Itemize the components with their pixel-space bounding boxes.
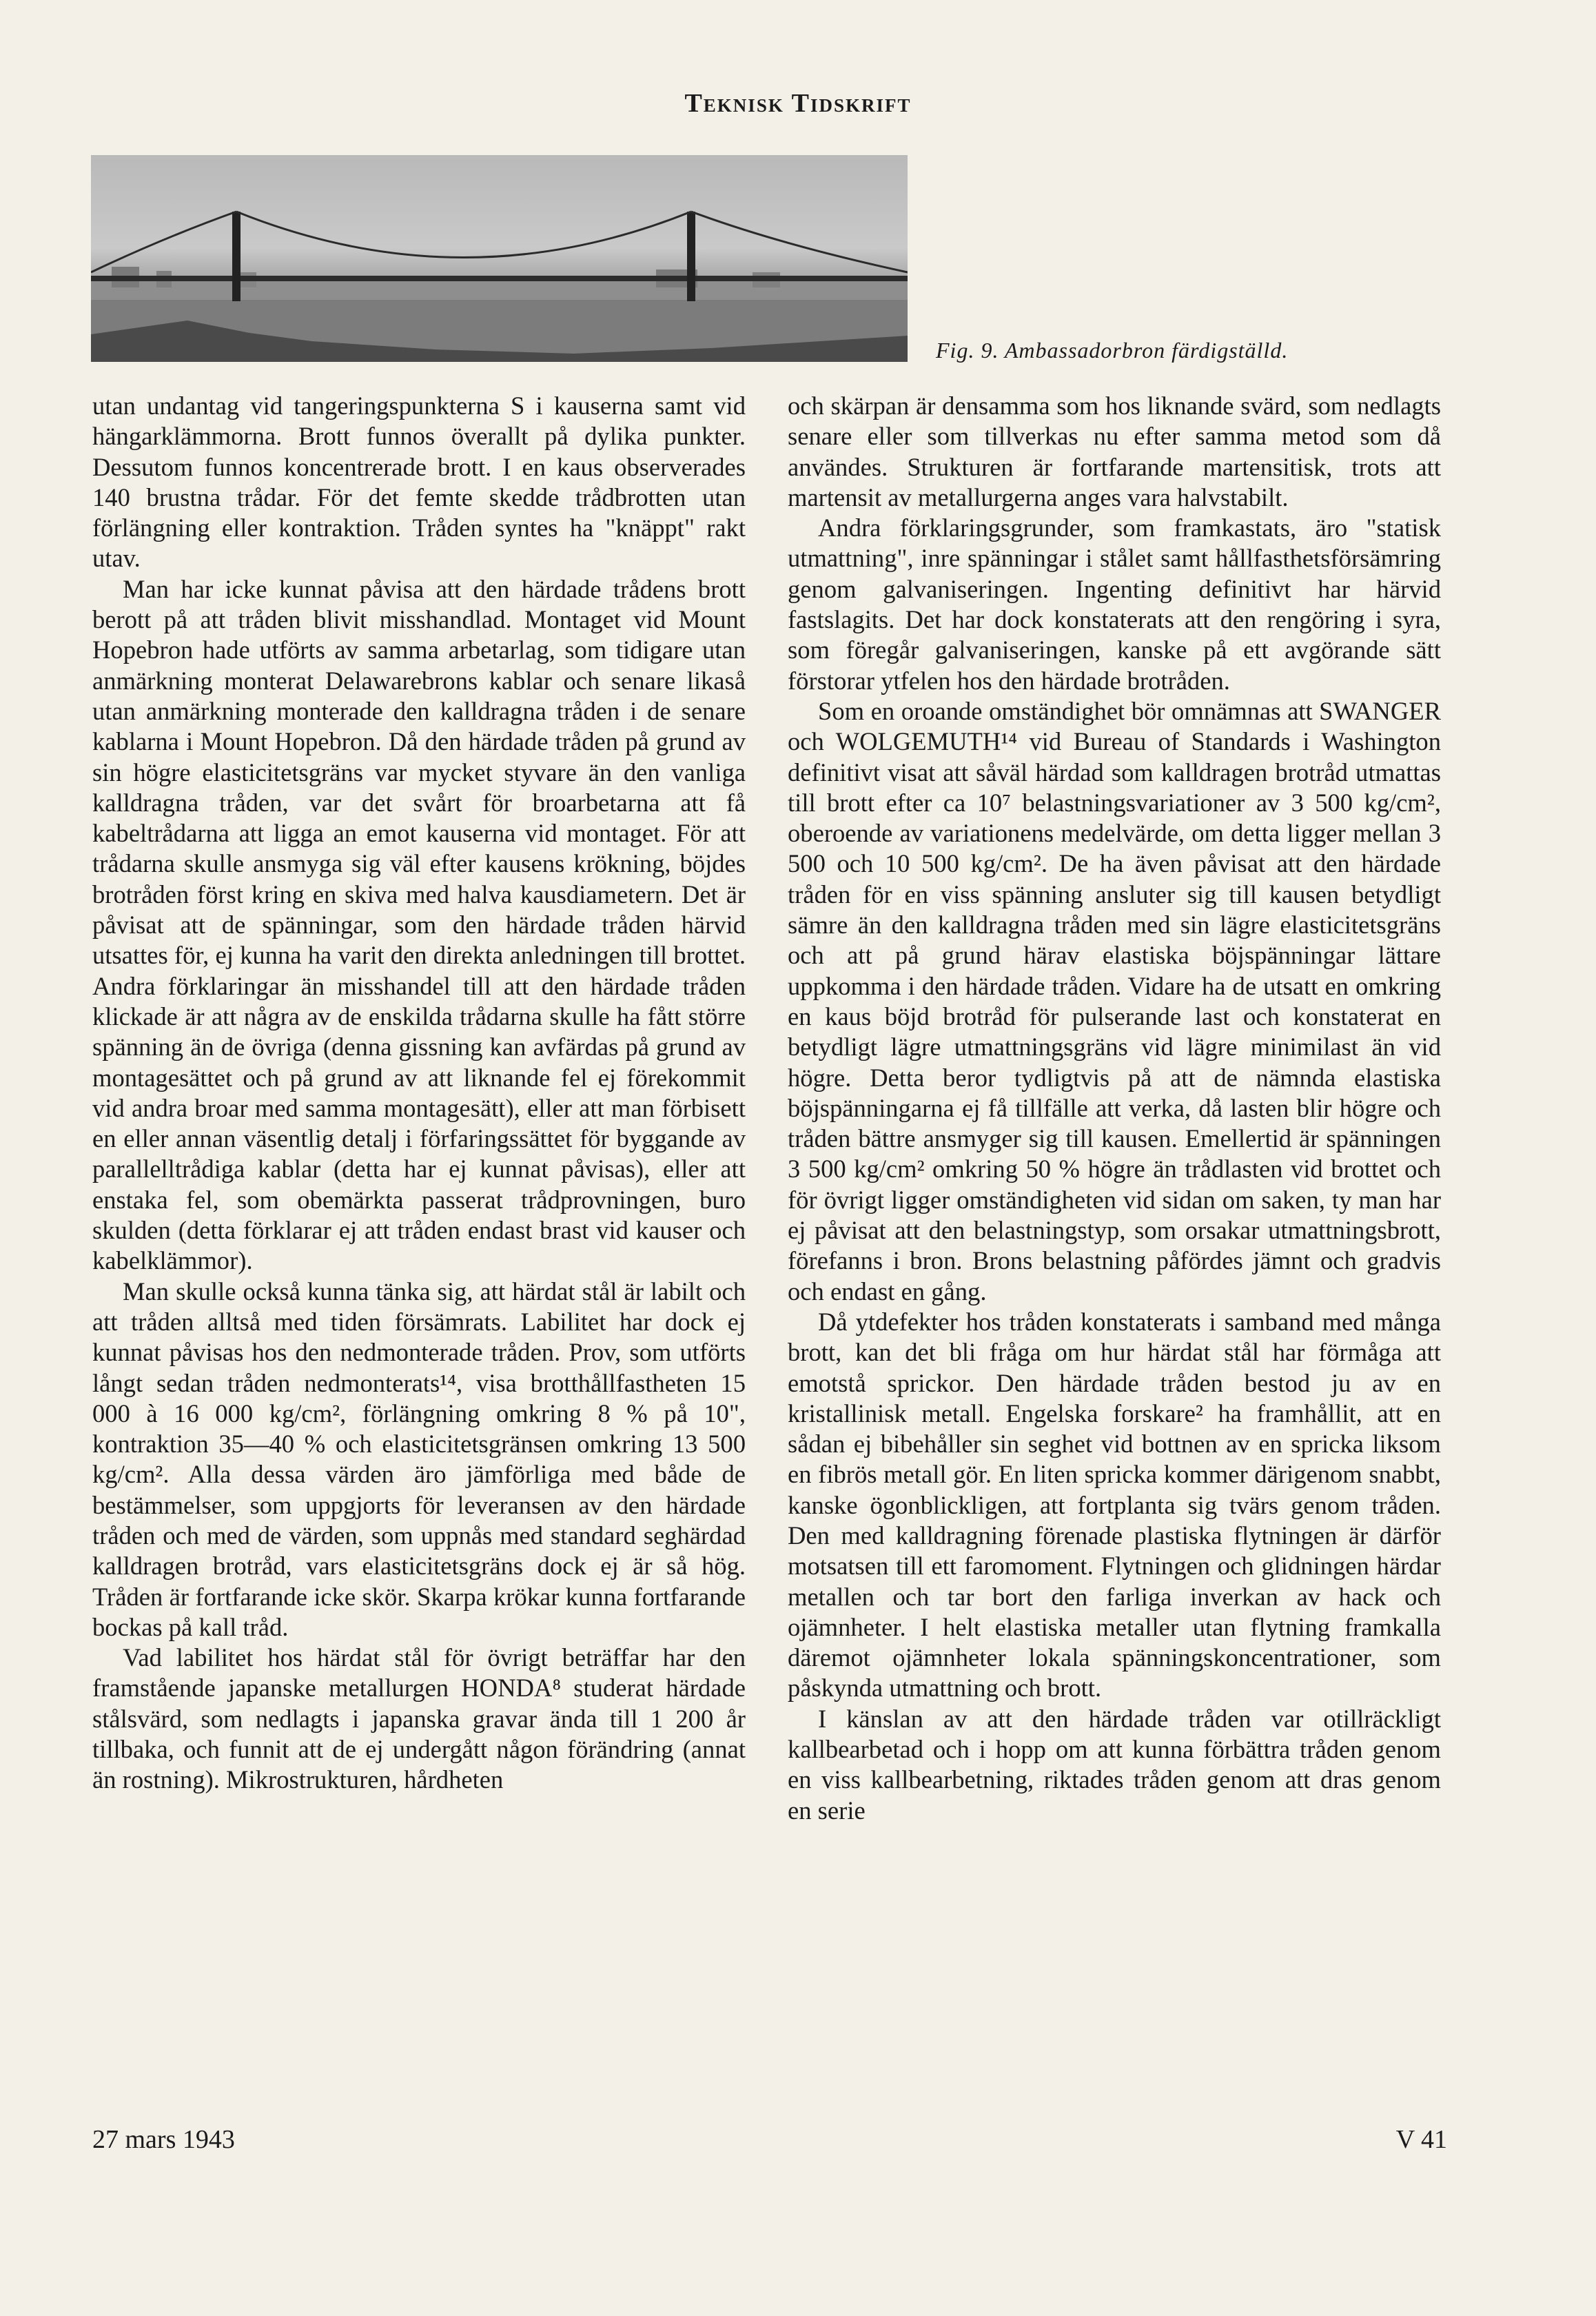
paragraph: Som en oroande omständighet bör omnämnas att SWANGER och WOLGEMUTH¹⁴ vid Bureau of Standards i Washington definitivt visat att såväl härdad som kalldragen brotråd utmattas till brott efter ca 10⁷ belastningsvariationer av 3 500 kg/cm², oberoende av variationens medelvärde, om detta ligger mellan 3 500 och 10 500 kg/cm². De ha även påvisat att den härdade tråden för en viss spänning ansluter sig till kausen betydligt sämre än den kalldragna tråden med sin lägre elasticitetsgräns och att på grund härav elastiska böjspänningar lättare uppkomma i den härdade tråden. Vidare ha de utsatt en omkring en kaus böjd brotråd för pulserande last och konstaterat en betydligt lägre utmattningsgräns vid lägre minimilast än vid högre. Detta beror tydligtvis på att de nämnda elastiska böjspänningarna ej få tillfälle att verka, då lasten blir högre och tråden bättre ansmyger sig till kausen. Emellertid är spänningen 3 500 kg/cm² omkring 50 % högre än trådlasten vid brottet och för övrigt ligger omständigheten vid sidan om saken, ty man har ej påvisat att den belastningstyp, som orsakar utmattningsbrott, förefanns i bron. Brons belastning påfördes jämnt och gradvis och endast en gång. (788, 696, 1441, 1306)
page-number: V 41 (1395, 2125, 1447, 2154)
issue-date: 27 mars 1943 (92, 2125, 235, 2154)
left-column (92, 391, 746, 1796)
journal-header: Teknisk Tidskrift (684, 89, 912, 118)
paragraph: Man skulle också kunna tänka sig, att härdat stål är labilt och att tråden alltså med tiden försämrats. Labilitet har dock ej kunnat påvisas hos den nedmonterade tråden. Prov, som utförts långt sedan tråden nedmonterats¹⁴, visa brotthållfastheten 15 000 à 16 000 kg/cm², förlängning omkring 8 % på 10", kontraktion 35—40 % och elasticitetsgränsen omkring 13 500 kg/cm². Alla dessa värden äro jämförliga med både de bestämmelser, som uppgjorts för leveransen av den härdade tråden och med de värden, som uppnås med standard seghärdad kalldragen brotråd, vars elasticitetsgräns dock ej är så hög. Tråden är fortfarande icke skör. Skarpa krökar kunna fortfarande bockas på kall tråd. (92, 1277, 746, 1641)
paragraph: I känslan av att den härdade tråden var otillräckligt kallbearbetad och i hopp om att kunna förbättra tråden genom en viss kallbearbetning, riktades tråden genom att dras genom en serie (788, 1704, 1441, 1825)
bridge-photo (91, 155, 908, 362)
paragraph: och skärpan är densamma som hos liknande svärd, som nedlagts senare eller som tillverkas nu efter samma metod som då användes. Strukturen är fortfarande martensitisk, trots att martensit av metallurgerna anges vara halvstabilt. (788, 392, 1441, 511)
paragraph: Man har icke kunnat påvisa att den härdade trådens brott berott på att tråden blivit misshandlad. Montaget vid Mount Hopebron hade utförts av samma arbetarlag, som tidigare utan anmärkning monterat Delawarebrons kablar och senare likaså utan anmärkning monterade den kalldragna tråden i de senare kablarna i Mount Hopebron. Då den härdade tråden på grund av sin högre elasticitetsgräns var mycket styvare än den vanliga kalldragna tråden, var det svårt för broarbetarna att få kabeltrådarna att ligga an emot kauserna vid montaget. För att trådarna skulle ansmyga sig väl efter kausens krökning, böjdes brotråden först kring en skiva med halva kausdiametern. Det är påvisat att de spänningar, som den härdade tråden härvid utsattes för, ej kunna ha varit den direkta anledningen till brottet. Andra förklaringar än misshandel till att den härdade tråden klickade är att några av de enskilda trådarna skulle ha fått större spänning än de övriga (denna gissning kan avfärdas på grund av montagesättet och på grund av att liknande fel ej förekommit vid andra broar med samma montagesätt), eller att man förbisett en eller annan väsentlig detalj i förfaringssättet för byggande av parallelltrådiga kablar (detta har ej kunnat påvisas), eller att enstaka fel, som obemärkta passerat trådprovningen, buro skulden (detta förklarar ej att tråden endast brast vid kauser och kabelklämmor). (92, 574, 746, 1275)
paragraph: utan undantag vid tangeringspunkterna S i kauserna samt vid hängarklämmorna. Brott funnos överallt på dylika punkter. Dessutom funnos koncentrerade brott. I en kaus observerades 140 brustna trådar. För det femte skedde trådbrotten utan förlängning eller kontraktion. Tråden syntes ha "knäppt" rakt utav. (92, 392, 746, 573)
right-column (788, 391, 1441, 1826)
suspension-bridge-illustration (91, 155, 908, 362)
paragraph: Då ytdefekter hos tråden konstaterats i samband med många brott, kan det bli fråga om hur härdat stål har förmåga att emotstå sprickor. Den härdade tråden bestod ju av en kristallinisk metall. Engelska forskare² ha framhållit, att en sådan ej bibehåller sin seghet vid bottnen av en spricka liksom en fibrös metall gör. En liten spricka kommer därigenom snabbt, kanske ögonblickligen, att fortplanta sig tvärs genom tråden. Den med kalldragning förenade plastiska flytningen är därför motsatsen till ett faromoment. Flytningen och glidningen härdar metallen och tar bort den farliga inverkan av hack och ojämnheter. I helt elastiska metaller utan flytning framkalla däremot ojämnheter lokala spänningskoncentrationer, som påskynda utmattning och brott. (788, 1307, 1441, 1703)
paragraph: Vad labilitet hos härdat stål för övrigt beträffar har den framstående japanske metallurgen HONDA⁸ studerat härdade stålsvärd, som nedlagts i japanska gravar ända till 1 200 år tillbaka, och funnit att de ej undergått någon förändring (annat än rostning). Mikrostrukturen, hårdheten (92, 1643, 746, 1794)
paragraph: Andra förklaringsgrunder, som framkastats, äro "statisk utmattning", inre spänningar i stålet samt hållfasthetsförsämring genom galvaniseringen. Ingenting definitivt har härvid fastslagits. Det har dock konstaterats att den rengöring i syra, som föregår galvaniseringen, kanske på ett avgörande sätt förstorar ytfelen hos den härdade brotråden. (788, 514, 1441, 695)
figure-caption: Fig. 9. Ambassadorbron färdigställd. (936, 338, 1289, 363)
